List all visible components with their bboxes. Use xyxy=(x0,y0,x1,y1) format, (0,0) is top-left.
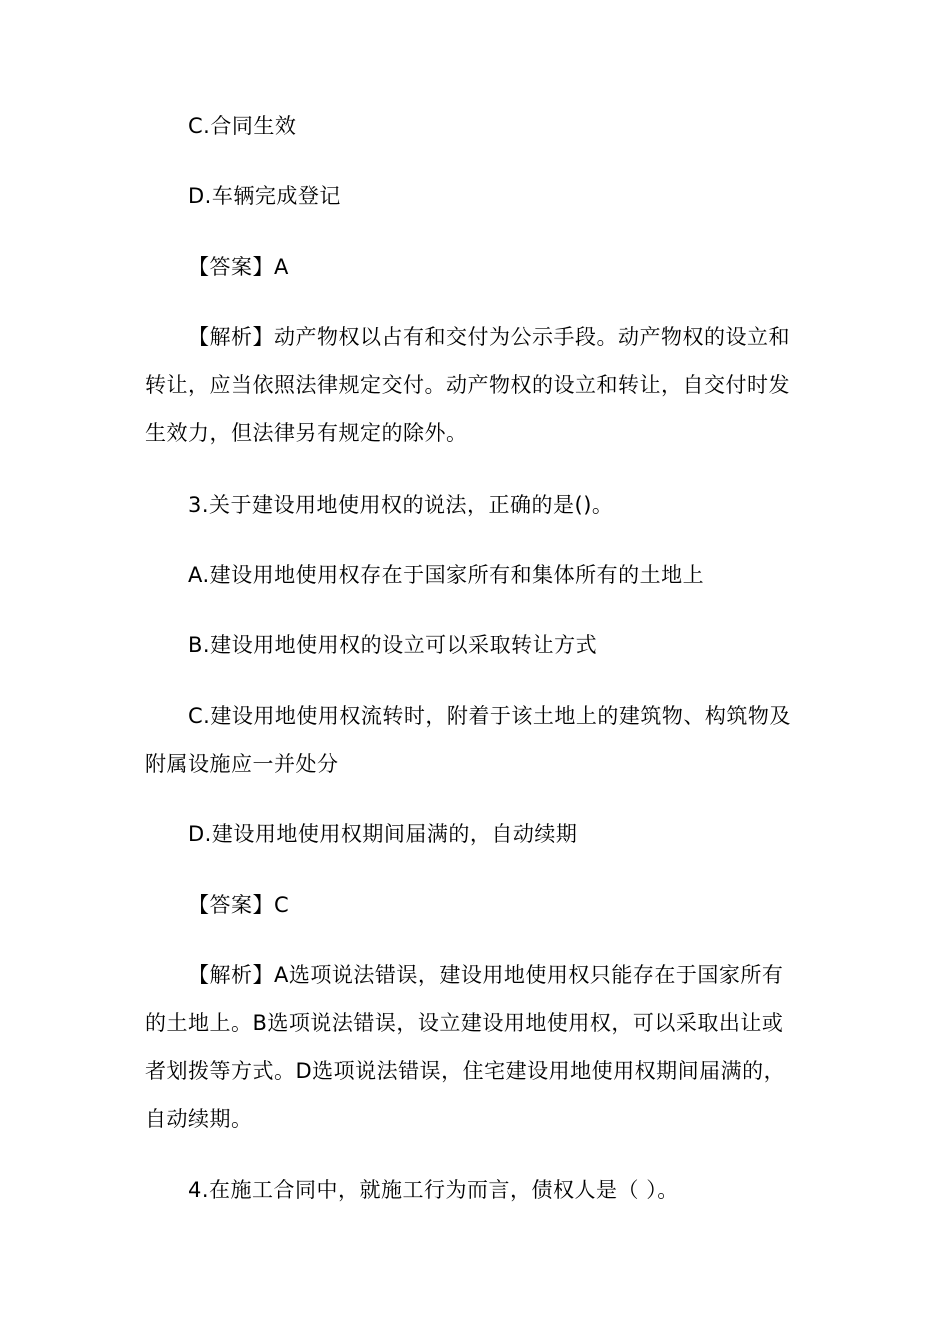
q3-option-d: D.建设用地使用权期间届满的，自动续期 xyxy=(188,822,578,846)
q3-option-c-line-2: 附属设施应一并处分 xyxy=(145,752,339,776)
q2-option-d: D.车辆完成登记 xyxy=(188,184,341,208)
q3-analysis-line-2: 的土地上。B选项说法错误，设立建设用地使用权，可以采取出让或 xyxy=(145,1011,784,1035)
q3-analysis-line-1: 【解析】A选项说法错误，建设用地使用权只能存在于国家所有 xyxy=(188,963,784,987)
q3-option-c-line-1: C.建设用地使用权流转时，附着于该土地上的建筑物、构筑物及 xyxy=(188,704,791,728)
q2-analysis-line-3: 生效力，但法律另有规定的除外。 xyxy=(145,421,468,445)
q3-option-a: A.建设用地使用权存在于国家所有和集体所有的土地上 xyxy=(188,563,705,587)
q2-answer: 【答案】A xyxy=(188,255,289,279)
q3-analysis-line-3: 者划拨等方式。D选项说法错误，住宅建设用地使用权期间届满的， xyxy=(145,1059,786,1083)
q4-question: 4.在施工合同中，就施工行为而言，债权人是（ ）。 xyxy=(188,1178,679,1202)
q2-analysis-line-2: 转让，应当依照法律规定交付。动产物权的设立和转让，自交付时发 xyxy=(145,373,790,397)
q2-analysis-line-1: 【解析】动产物权以占有和交付为公示手段。动产物权的设立和 xyxy=(188,325,790,349)
q2-option-c: C.合同生效 xyxy=(188,114,297,138)
q3-analysis-line-4: 自动续期。 xyxy=(145,1107,253,1131)
q3-question: 3.关于建设用地使用权的说法，正确的是()。 xyxy=(188,493,614,517)
q3-option-b: B.建设用地使用权的设立可以采取转让方式 xyxy=(188,633,598,657)
q3-answer: 【答案】C xyxy=(188,893,290,917)
